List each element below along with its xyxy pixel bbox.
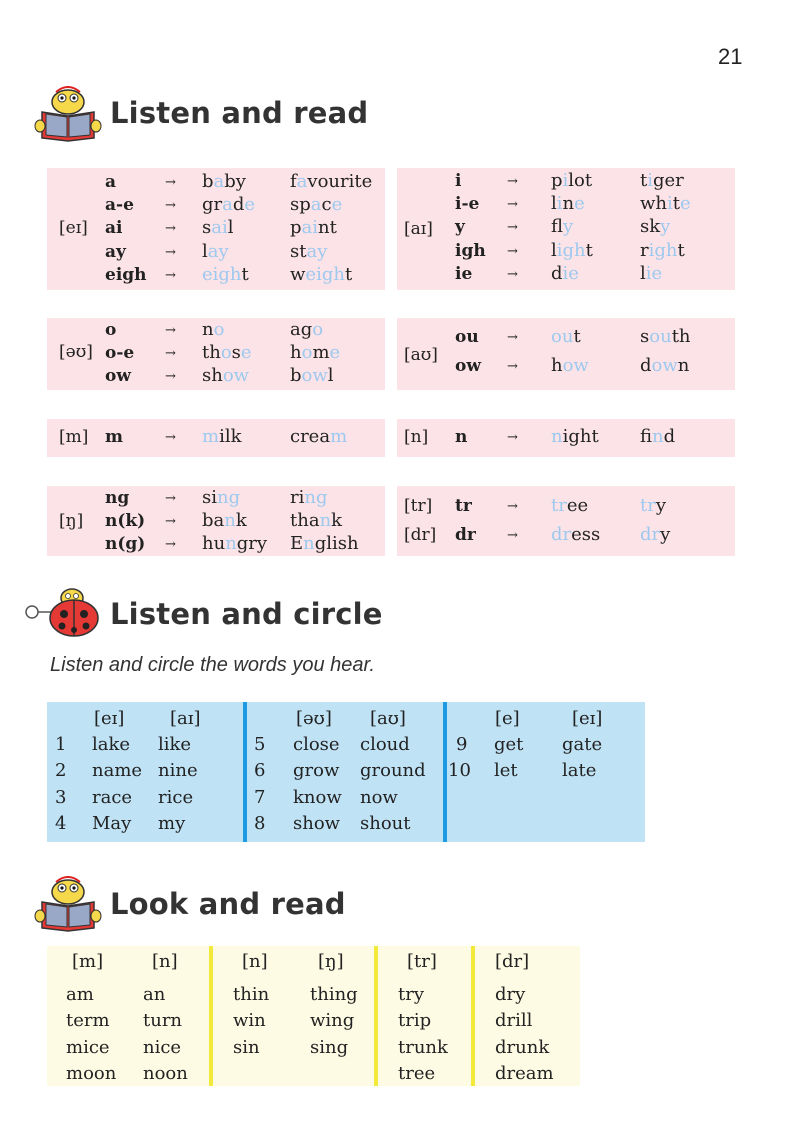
example-word: sky xyxy=(640,216,671,238)
arrow-icon: → xyxy=(507,430,518,445)
word-option: know xyxy=(293,786,342,808)
item-number: 10 xyxy=(448,760,471,782)
example-word: lay xyxy=(202,240,229,262)
arrow-icon: → xyxy=(507,266,518,282)
item-number: 7 xyxy=(254,786,266,808)
spelling-pattern: ow xyxy=(105,366,131,386)
example-word: bank xyxy=(202,510,247,531)
example-word: fly xyxy=(551,216,574,238)
example-word: down xyxy=(640,355,690,376)
ladybug-icon xyxy=(22,586,102,638)
example-word: night xyxy=(551,426,599,447)
word: thin xyxy=(233,984,270,1005)
spelling-pattern: eigh xyxy=(105,264,147,285)
column-header: [əʊ] xyxy=(296,708,332,729)
arrow-icon: → xyxy=(507,528,518,543)
column-header: [eɪ] xyxy=(572,708,603,729)
phoneme-symbol: [n] xyxy=(404,427,429,447)
example-word: dress xyxy=(551,524,601,545)
spelling-pattern: m xyxy=(105,427,123,447)
item-number: 5 xyxy=(254,734,266,755)
example-word: try xyxy=(640,495,667,516)
example-word: die xyxy=(551,262,579,284)
column-header: [aɪ] xyxy=(170,708,201,729)
arrow-icon: → xyxy=(165,537,176,552)
arrow-icon: → xyxy=(507,174,518,189)
word-option: name xyxy=(92,760,143,782)
word: tree xyxy=(398,1062,436,1084)
word-option: let xyxy=(494,760,518,782)
example-word: line xyxy=(551,193,585,215)
item-number: 4 xyxy=(55,812,67,834)
example-word: pilot xyxy=(551,170,593,191)
item-number: 8 xyxy=(254,812,266,834)
example-word: ago xyxy=(290,319,324,340)
word-option: lake xyxy=(92,734,131,755)
section-title-listen-and-read: Listen and read xyxy=(110,96,369,130)
word: drill xyxy=(495,1010,533,1032)
column-header: [aʊ] xyxy=(370,708,406,729)
word-option: show xyxy=(293,812,341,834)
word: wing xyxy=(310,1010,355,1032)
spelling-pattern: igh xyxy=(455,240,486,261)
spelling-pattern: dr xyxy=(455,525,476,545)
column-divider xyxy=(443,702,447,842)
word: thing xyxy=(310,984,358,1005)
word-option: late xyxy=(562,760,597,782)
example-word: right xyxy=(640,239,685,261)
column-header: [m] xyxy=(72,951,104,972)
example-word: those xyxy=(202,342,252,363)
column-divider xyxy=(374,946,378,1086)
phoneme-symbol: [dr] xyxy=(404,525,437,545)
column-header: [e] xyxy=(495,708,520,729)
word: trunk xyxy=(398,1036,448,1058)
word: moon xyxy=(66,1062,117,1084)
word-option: gate xyxy=(562,734,603,755)
spelling-pattern: ie xyxy=(455,263,473,284)
example-word: white xyxy=(640,193,691,215)
arrow-icon: → xyxy=(507,330,518,345)
arrow-icon: → xyxy=(507,359,518,374)
column-header: [n] xyxy=(242,951,268,972)
word-option: my xyxy=(158,812,186,834)
arrow-icon: → xyxy=(165,514,176,529)
section-title-look-and-read: Look and read xyxy=(110,887,346,921)
section-title-listen-and-circle: Listen and circle xyxy=(110,597,383,631)
example-word: stay xyxy=(290,240,328,262)
word: dream xyxy=(495,1062,554,1084)
phoneme-symbol: [əʊ] xyxy=(59,342,93,362)
phoneme-symbol: [ŋ] xyxy=(59,511,84,531)
instruction-text: Listen and circle the words you hear. xyxy=(50,654,375,676)
arrow-icon: → xyxy=(165,346,176,361)
example-word: paint xyxy=(290,217,337,239)
column-divider xyxy=(243,702,247,842)
spelling-pattern: ou xyxy=(455,327,479,347)
word-option: grow xyxy=(293,760,340,782)
spelling-pattern: o xyxy=(105,320,117,340)
example-word: home xyxy=(290,342,341,363)
arrow-icon: → xyxy=(165,175,176,190)
example-word: how xyxy=(551,355,589,376)
word-option: close xyxy=(293,734,340,755)
arrow-icon: → xyxy=(165,323,176,338)
phoneme-symbol: [aɪ] xyxy=(404,219,433,239)
example-word: space xyxy=(290,194,343,216)
example-word: no xyxy=(202,319,225,340)
spelling-pattern: a xyxy=(105,172,117,192)
word-option: shout xyxy=(360,812,411,834)
word: turn xyxy=(143,1010,183,1032)
word: drunk xyxy=(495,1036,550,1058)
spelling-pattern: y xyxy=(455,217,465,238)
example-word: tiger xyxy=(640,170,684,191)
arrow-icon: → xyxy=(165,369,176,384)
arrow-icon: → xyxy=(507,197,518,213)
spelling-pattern: ng xyxy=(105,488,130,508)
word: noon xyxy=(143,1062,188,1084)
item-number: 3 xyxy=(55,786,67,808)
spelling-pattern: ai xyxy=(105,218,123,239)
example-word: show xyxy=(202,365,250,386)
item-number: 9 xyxy=(456,734,468,755)
book-reader-icon xyxy=(34,86,102,142)
word: trip xyxy=(398,1010,432,1032)
word-option: rice xyxy=(158,786,194,808)
word-option: May xyxy=(92,812,132,834)
word: dry xyxy=(495,984,526,1005)
example-word: lie xyxy=(640,262,663,284)
word: try xyxy=(398,984,425,1005)
column-divider xyxy=(471,946,475,1086)
example-word: tree xyxy=(551,495,589,516)
word: an xyxy=(143,984,166,1005)
arrow-icon: → xyxy=(165,244,176,260)
spelling-pattern: n(k) xyxy=(105,511,146,531)
example-word: eight xyxy=(202,263,249,285)
phoneme-symbol: [tr] xyxy=(404,496,433,516)
item-number: 1 xyxy=(55,734,67,755)
example-word: grade xyxy=(202,194,256,216)
spelling-pattern: n(g) xyxy=(105,534,146,554)
word: nice xyxy=(143,1036,182,1058)
spelling-pattern: i xyxy=(455,171,462,191)
column-header: [ŋ] xyxy=(318,951,344,972)
page-number: 21 xyxy=(718,44,743,69)
example-word: south xyxy=(640,326,691,347)
phoneme-symbol: [eɪ] xyxy=(59,218,88,238)
word-option: race xyxy=(92,786,133,808)
arrow-icon: → xyxy=(165,198,176,214)
example-word: find xyxy=(640,426,676,447)
word: sin xyxy=(233,1036,260,1058)
arrow-icon: → xyxy=(165,267,176,283)
example-word: bowl xyxy=(290,365,334,386)
column-header: [dr] xyxy=(495,951,530,972)
example-word: sing xyxy=(202,487,241,508)
arrow-icon: → xyxy=(165,491,176,506)
item-number: 6 xyxy=(254,760,266,782)
word: am xyxy=(66,984,94,1005)
word-option: ground xyxy=(360,760,426,782)
spelling-pattern: tr xyxy=(455,496,472,516)
word: mice xyxy=(66,1036,110,1058)
word: term xyxy=(66,1010,110,1032)
column-header: [eɪ] xyxy=(94,708,125,729)
word-option: like xyxy=(158,734,192,755)
example-word: baby xyxy=(202,171,246,192)
word-option: nine xyxy=(158,760,198,782)
word: sing xyxy=(310,1036,349,1058)
example-word: milk xyxy=(202,426,242,447)
example-word: out xyxy=(551,326,581,347)
example-word: thank xyxy=(290,510,343,531)
spelling-pattern: a-e xyxy=(105,195,134,216)
arrow-icon: → xyxy=(507,220,518,236)
example-word: weight xyxy=(290,263,353,285)
word: win xyxy=(233,1010,266,1032)
word-option: now xyxy=(360,786,398,808)
item-number: 2 xyxy=(55,760,67,782)
example-word: ring xyxy=(290,487,328,508)
word-option: get xyxy=(494,734,524,755)
example-word: cream xyxy=(290,426,348,447)
example-word: English xyxy=(290,533,359,554)
example-word: hungry xyxy=(202,533,268,554)
column-header: [n] xyxy=(152,951,178,972)
spelling-pattern: o-e xyxy=(105,343,135,363)
example-word: dry xyxy=(640,524,671,545)
phoneme-symbol: [m] xyxy=(59,427,89,447)
column-divider xyxy=(209,946,213,1086)
column-header: [tr] xyxy=(407,951,437,972)
arrow-icon: → xyxy=(165,430,176,445)
example-word: sail xyxy=(202,217,234,239)
word-option: cloud xyxy=(360,734,410,755)
example-word: favourite xyxy=(290,171,373,192)
arrow-icon: → xyxy=(507,499,518,514)
arrow-icon: → xyxy=(507,243,518,259)
spelling-pattern: i-e xyxy=(455,194,480,215)
arrow-icon: → xyxy=(165,221,176,237)
spelling-pattern: ow xyxy=(455,356,481,376)
phoneme-symbol: [aʊ] xyxy=(404,345,438,365)
spelling-pattern: n xyxy=(455,427,468,447)
example-word: light xyxy=(551,239,593,261)
book-reader-icon xyxy=(34,876,102,932)
spelling-pattern: ay xyxy=(105,241,126,262)
